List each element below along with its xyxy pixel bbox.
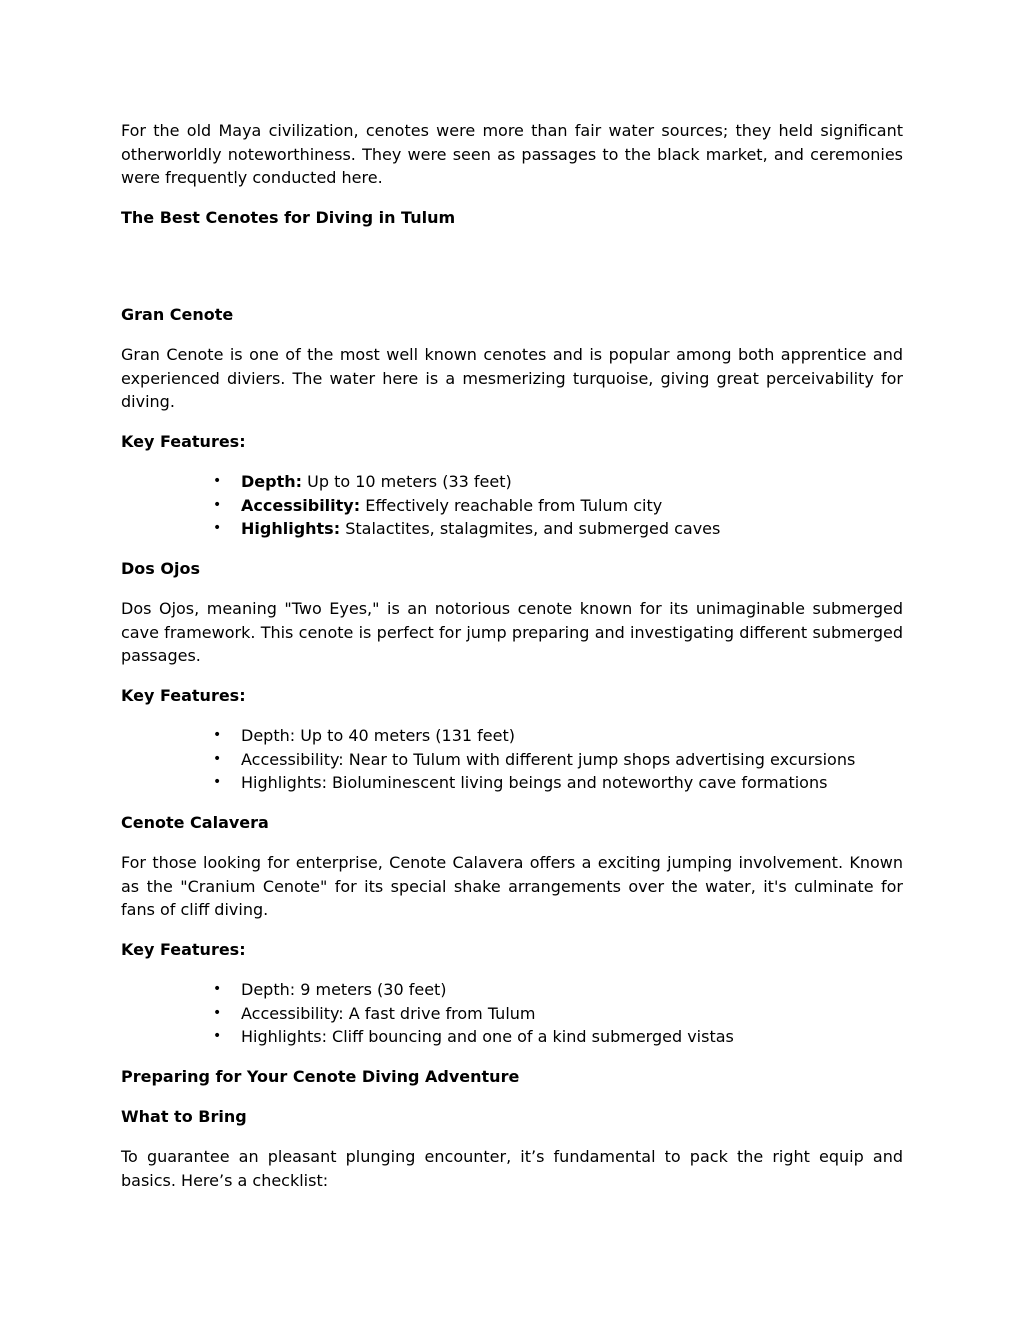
key-features-heading: Key Features: bbox=[121, 686, 246, 705]
features-list-dos-ojos bbox=[121, 724, 903, 795]
section-description-gran-cenote: Gran Cenote is one of the most well known cenotes and is popular among both apprentice and experienced diviers. The water here is a mesmerizing turquoise, giving great perceivability for diving. bbox=[121, 345, 903, 411]
document-page bbox=[121, 119, 903, 1209]
preparing-heading: Preparing for Your Cenote Diving Adventure bbox=[121, 1067, 520, 1086]
section-title-gran-cenote: Gran Cenote bbox=[121, 305, 234, 324]
feature-value: Stalactites, stalagmites, and submerged caves bbox=[345, 519, 721, 538]
feature-label: Depth: bbox=[241, 472, 303, 491]
best-cenotes-heading: The Best Cenotes for Diving in Tulum bbox=[121, 208, 456, 227]
what-to-bring-paragraph: To guarantee an pleasant plunging encounter, it’s fundamental to pack the right equip and basics. Here’s a checklist: bbox=[121, 1147, 903, 1190]
feature-value: Up to 10 meters (33 feet) bbox=[307, 472, 512, 491]
section-description-dos-ojos: Dos Ojos, meaning "Two Eyes," is an notorious cenote known for its unimaginable submerged cave framework. This cenote is perfect for jump preparing and investigating different submerged passages. bbox=[121, 599, 903, 665]
feature-label: Highlights: bbox=[241, 519, 341, 538]
section-description-cenote-calavera: For those looking for enterprise, Cenote Calavera offers a exciting jumping involvement. Known as the "Cranium Cenote" for its special shake arrangements over the water, it's culminate for fans of cliff diving. bbox=[121, 853, 903, 919]
intro-paragraph: For the old Maya civilization, cenotes were more than fair water sources; they held significant otherworldly noteworthiness. They were seen as passages to the black market, and ceremonies were frequently conducted here. bbox=[121, 121, 903, 187]
key-features-heading: Key Features: bbox=[121, 432, 246, 451]
blank-gap bbox=[121, 246, 903, 303]
list-item: • Depth: Up to 40 meters (131 feet) bbox=[241, 724, 903, 748]
list-item: • Depth: 9 meters (30 feet) bbox=[241, 978, 903, 1002]
section-title-dos-ojos: Dos Ojos bbox=[121, 559, 200, 578]
feature-value: Effectively reachable from Tulum city bbox=[365, 495, 663, 515]
list-item: • Accessibility: A fast drive from Tulum bbox=[241, 1002, 903, 1026]
key-features-heading: Key Features: bbox=[121, 940, 246, 959]
list-item bbox=[241, 517, 903, 541]
list-item bbox=[241, 494, 903, 518]
features-list-cenote-calavera bbox=[121, 978, 903, 1049]
list-item: • Highlights: Bioluminescent living beings and noteworthy cave formations bbox=[241, 771, 903, 795]
list-item: • Highlights: Cliff bouncing and one of a kind submerged vistas bbox=[241, 1025, 903, 1049]
features-list-gran-cenote bbox=[121, 470, 903, 541]
list-item bbox=[241, 470, 903, 494]
section-title-cenote-calavera: Cenote Calavera bbox=[121, 813, 269, 832]
feature-label: Accessibility: bbox=[241, 495, 361, 515]
list-item: • Accessibility: Near to Tulum with different jump shops advertising excursions bbox=[241, 748, 903, 772]
what-to-bring-heading: What to Bring bbox=[121, 1107, 247, 1126]
